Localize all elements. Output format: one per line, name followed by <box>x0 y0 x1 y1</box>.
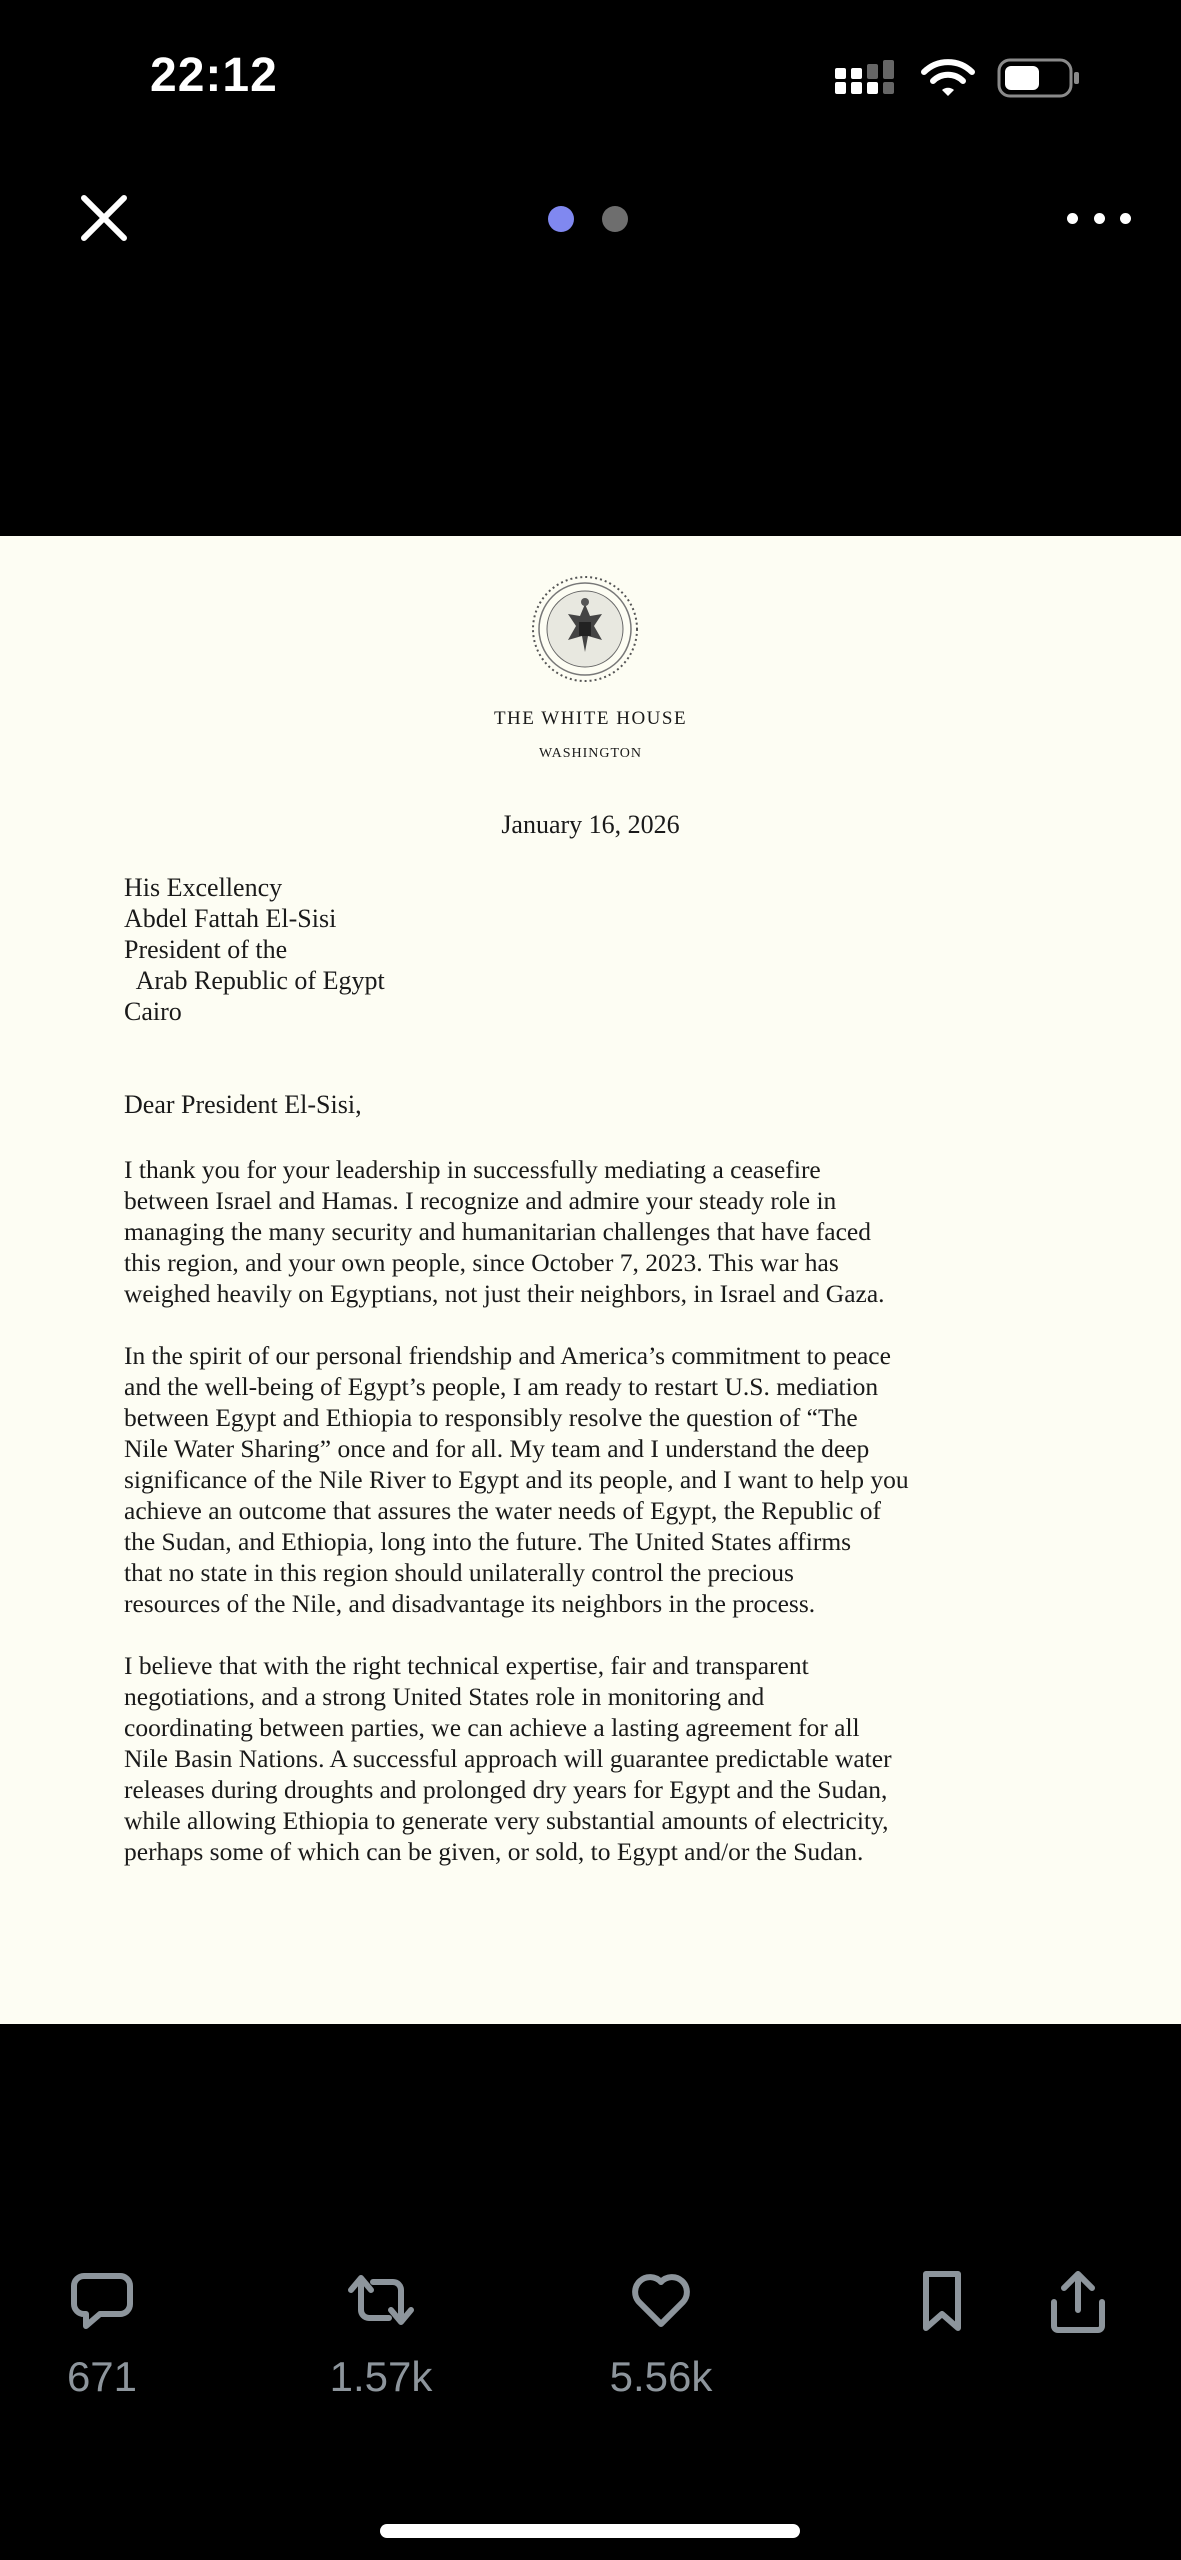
paragraph-line: Nile Water Sharing” once and for all. My team and I understand the deep <box>124 1434 870 1463</box>
paragraph-line: I believe that with the right technical expertise, fair and transparent <box>124 1651 809 1680</box>
post-action-bar <box>0 2270 1181 2410</box>
paragraph-line: and the well-being of Egypt’s people, I am ready to restart U.S. mediation <box>124 1372 879 1401</box>
battery-icon <box>997 58 1081 98</box>
more-icon[interactable] <box>1067 200 1131 236</box>
addressee-line: President of the <box>124 935 288 964</box>
paragraph-line: negotiations, and a strong United States role in monitoring and <box>124 1682 765 1711</box>
addressee-line: Cairo <box>124 997 182 1026</box>
paragraph-line: that no state in this region should unilaterally control the precious <box>124 1558 794 1587</box>
repost-button[interactable] <box>316 2270 446 2401</box>
page-indicator <box>548 206 628 232</box>
paragraph-1 <box>124 1154 1069 1309</box>
presidential-seal-icon <box>530 574 640 684</box>
letter-date: January 16, 2026 <box>501 810 680 839</box>
addressee-line: His Excellency <box>124 873 283 902</box>
paragraph-3 <box>124 1650 1069 1867</box>
repost-count: 1.57k <box>329 2353 433 2400</box>
paragraph-line: managing the many security and humanitarian challenges that have faced <box>124 1217 871 1246</box>
cellular-signal-icon <box>835 60 899 96</box>
paragraph-line: perhaps some of which can be given, or sold, to Egypt and/or the Sudan. <box>124 1837 864 1866</box>
home-indicator[interactable] <box>380 2524 800 2538</box>
share-icon <box>1048 2270 1108 2334</box>
like-button[interactable] <box>594 2270 728 2401</box>
heart-icon <box>629 2270 693 2330</box>
more-dot <box>1094 213 1105 224</box>
status-time: 22:12 <box>150 49 278 102</box>
paragraph-2 <box>124 1340 1069 1619</box>
reply-count: 671 <box>66 2353 138 2400</box>
like-count: 5.56k <box>609 2353 713 2400</box>
bookmark-icon <box>918 2270 966 2334</box>
paragraph-line: while allowing Ethiopia to generate very substantial amounts of electricity, <box>124 1806 889 1835</box>
page-dot-active[interactable] <box>548 206 574 232</box>
wifi-icon <box>921 59 975 97</box>
media-viewer-toolbar <box>0 170 1181 270</box>
paragraph-line: Nile Basin Nations. A successful approach will guarantee predictable water <box>124 1744 892 1773</box>
status-bar <box>0 0 1181 160</box>
more-dot <box>1067 213 1078 224</box>
addressee-line: Abdel Fattah El-Sisi <box>124 904 337 933</box>
close-icon[interactable] <box>76 190 132 246</box>
paragraph-line: achieve an outcome that assures the water needs of Egypt, the Republic of <box>124 1496 881 1525</box>
paragraph-line: coordinating between parties, we can achieve a lasting agreement for all <box>124 1713 860 1742</box>
more-dot <box>1120 213 1131 224</box>
paragraph-line: the Sudan, and Ethiopia, long into the future. The United States affirms <box>124 1527 852 1556</box>
reply-icon <box>70 2270 134 2330</box>
paragraph-line: I thank you for your leadership in successfully mediating a ceasefire <box>124 1155 821 1184</box>
paragraph-line: significance of the Nile River to Egypt and its people, and I want to help you <box>124 1465 909 1494</box>
paragraph-line: this region, and your own people, since October 7, 2023. This war has <box>124 1248 839 1277</box>
letterhead-city: WASHINGTON <box>538 746 643 761</box>
reply-button[interactable] <box>50 2270 154 2401</box>
share-button[interactable] <box>1046 2270 1110 2339</box>
paragraph-line: between Egypt and Ethiopia to responsibly resolve the question of “The <box>124 1403 858 1432</box>
status-icons <box>835 58 1081 98</box>
paragraph-line: resources of the Nile, and disadvantage its neighbors in the process. <box>124 1589 816 1618</box>
letter-image[interactable] <box>0 536 1181 2024</box>
salutation: Dear President El-Sisi, <box>124 1090 362 1119</box>
repost-icon <box>345 2270 417 2330</box>
bookmark-button[interactable] <box>912 2270 972 2339</box>
page-dot[interactable] <box>602 206 628 232</box>
paragraph-line: weighed heavily on Egyptians, not just their neighbors, in Israel and Gaza. <box>124 1279 885 1308</box>
letterhead-title: THE WHITE HOUSE <box>493 708 688 729</box>
paragraph-line: releases during droughts and prolonged dry years for Egypt and the Sudan, <box>124 1775 888 1804</box>
paragraph-line: between Israel and Hamas. I recognize and admire your steady role in <box>124 1186 837 1215</box>
addressee-block <box>124 872 385 1027</box>
paragraph-line: In the spirit of our personal friendship and America’s commitment to peace <box>124 1341 891 1370</box>
addressee-line: Arab Republic of Egypt <box>124 966 385 995</box>
